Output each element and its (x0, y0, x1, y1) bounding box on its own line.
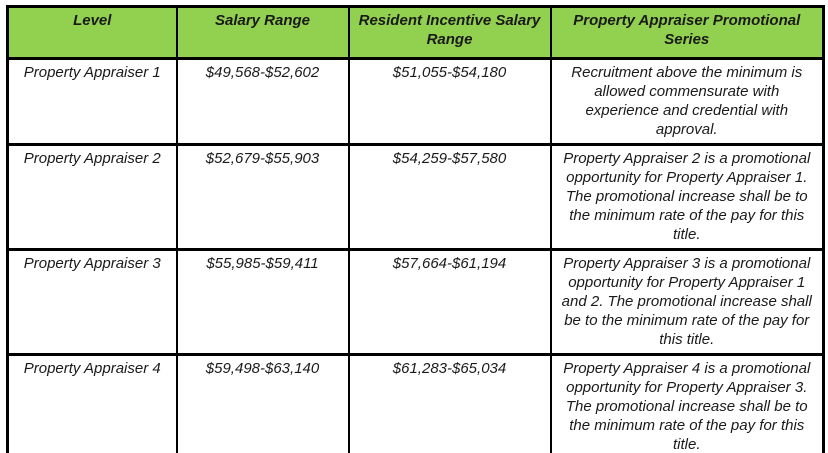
cell-resident-incentive-salary-range: $61,283-$65,034 (349, 355, 551, 453)
header-cell-level: Level (8, 7, 177, 59)
cell-level: Property Appraiser 2 (8, 145, 177, 250)
table-row (8, 250, 824, 355)
cell-promotional-series: Property Appraiser 2 is a promotional opportunity for Property Appraiser 1. The promotional increase shall be to the minimum rate of the pay for this title. (551, 145, 824, 250)
cell-level: Property Appraiser 3 (8, 250, 177, 355)
header-cell-promotional-series: Property Appraiser Promotional Series (551, 7, 824, 59)
cell-salary-range: $49,568-$52,602 (177, 59, 349, 145)
cell-salary-range: $59,498-$63,140 (177, 355, 349, 453)
header-cell-resident-incentive-salary-range: Resident Incentive Salary Range (349, 7, 551, 59)
cell-promotional-series: Property Appraiser 3 is a promotional opportunity for Property Appraiser 1 and 2. The promotional increase shall be to the minimum rate of the pay for this title. (551, 250, 824, 355)
cell-resident-incentive-salary-range: $54,259-$57,580 (349, 145, 551, 250)
table-header-row (8, 7, 824, 59)
cell-resident-incentive-salary-range: $51,055-$54,180 (349, 59, 551, 145)
cell-level: Property Appraiser 4 (8, 355, 177, 453)
cell-salary-range: $52,679-$55,903 (177, 145, 349, 250)
table-row (8, 355, 824, 453)
table-row (8, 145, 824, 250)
header-cell-salary-range: Salary Range (177, 7, 349, 59)
cell-salary-range: $55,985-$59,411 (177, 250, 349, 355)
cell-resident-incentive-salary-range: $57,664-$61,194 (349, 250, 551, 355)
cell-promotional-series: Property Appraiser 4 is a promotional opportunity for Property Appraiser 3. The promotional increase shall be to the minimum rate of the pay for this title. (551, 355, 824, 453)
cell-promotional-series: Recruitment above the minimum is allowed commensurate with experience and credential with approval. (551, 59, 824, 145)
property-appraiser-salary-table (6, 5, 825, 453)
table-row (8, 59, 824, 145)
cell-level: Property Appraiser 1 (8, 59, 177, 145)
